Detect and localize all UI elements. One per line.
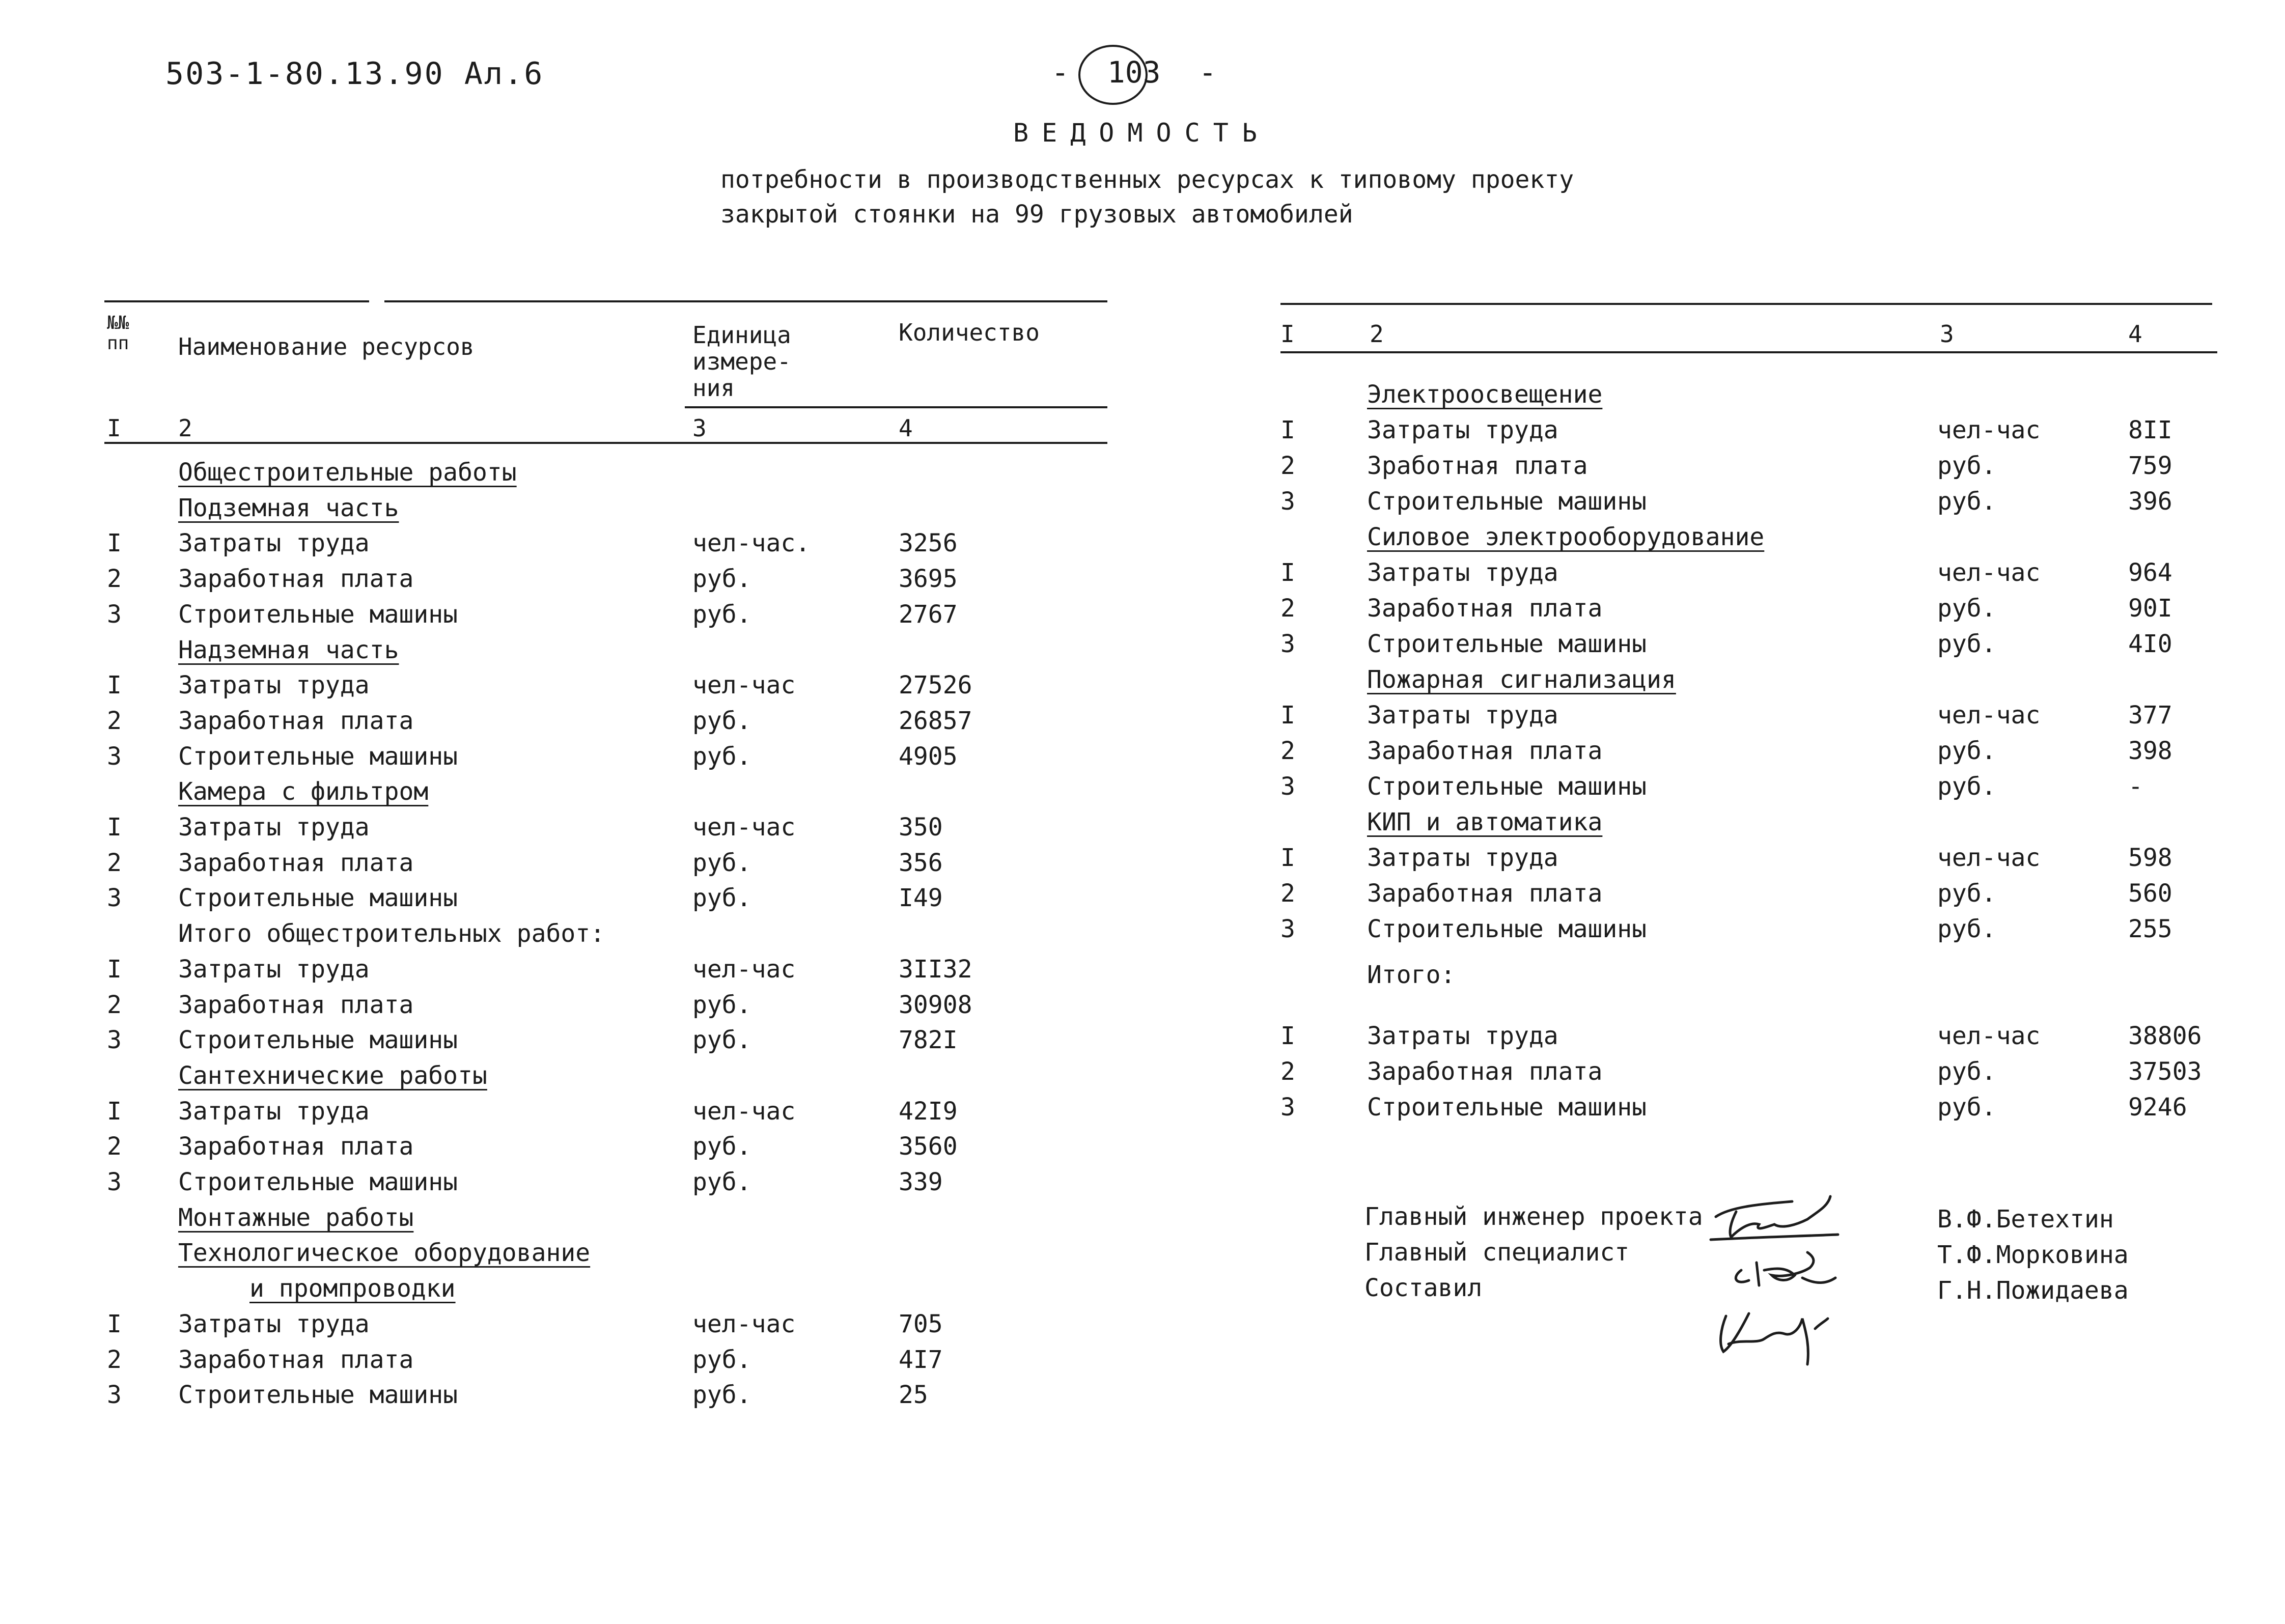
unit-of-measure: руб. (1937, 772, 1996, 801)
row-number: 2 (1280, 452, 1295, 480)
unit-of-measure: руб. (692, 706, 751, 735)
unit-of-measure: чел-час (1937, 844, 2041, 872)
section-heading: и промпроводки (249, 1274, 456, 1303)
resource-name: Затраты труда (178, 1097, 370, 1126)
unit-of-measure: руб. (692, 848, 751, 877)
resource-name: Заработная плата (1367, 594, 1603, 623)
header-col-number: №№ пп (107, 313, 129, 354)
section-heading: Технологическое оборудование (178, 1239, 591, 1268)
quantity-value: 560 (2128, 879, 2172, 908)
row-number: I (1280, 1022, 1295, 1050)
row-number: I (107, 1097, 122, 1126)
signature-role-3: Составил (1364, 1274, 1483, 1302)
table-row (0, 957, 2285, 993)
table-row (0, 662, 2285, 697)
quantity-value: 8II (2128, 416, 2172, 444)
right-header-num-1: I (1280, 320, 1295, 348)
row-number: 3 (107, 742, 122, 771)
section-heading: Монтажные работы (178, 1203, 414, 1232)
document-code: 503-1-80.13.90 Ал.6 (165, 56, 544, 92)
table-row (0, 1342, 2285, 1378)
quantity-value: 759 (2128, 452, 2172, 480)
unit-of-measure: руб. (1937, 487, 1996, 516)
resource-name: Итого общестроительных работ: (178, 919, 605, 948)
header-col-unit: Единица измере- ния (692, 321, 791, 402)
table-row (0, 769, 2285, 804)
unit-of-measure: руб. (1937, 737, 1996, 765)
table-row (0, 840, 2285, 876)
page-number: - 103 - (1051, 55, 1217, 90)
unit-of-measure: чел-час (1937, 416, 2041, 444)
row-number: I (107, 1309, 122, 1338)
unit-of-measure: руб. (1937, 915, 1996, 943)
resource-name: Затраты труда (178, 1309, 370, 1338)
unit-of-measure: руб. (1937, 630, 1996, 658)
resource-name: Затраты труда (1367, 558, 1558, 587)
quantity-value: 396 (2128, 487, 2172, 516)
resource-name: Заработная плата (178, 706, 414, 735)
resource-name: Заработная плата (178, 1345, 414, 1374)
unit-of-measure: чел-час (692, 671, 796, 700)
quantity-value: 26857 (899, 706, 972, 735)
header-num-4: 4 (899, 414, 913, 442)
right-header-num-4: 4 (2128, 320, 2142, 348)
quantity-value: 9246 (2128, 1093, 2187, 1122)
row-number: 2 (107, 565, 122, 594)
quantity-value: 3256 (899, 529, 958, 558)
resource-name: Заработная плата (178, 565, 414, 594)
table-row (0, 412, 2285, 448)
table-row (0, 1377, 2285, 1413)
row-number: 2 (107, 706, 122, 735)
row-number: I (1280, 416, 1295, 444)
table-row (0, 377, 2285, 412)
row-number: 3 (107, 1026, 122, 1055)
quantity-value: 598 (2128, 844, 2172, 872)
row-number: 3 (1280, 630, 1295, 658)
quantity-value: 3560 (899, 1132, 958, 1161)
unit-of-measure: чел-час (1937, 701, 2041, 730)
quantity-value: 4I0 (2128, 630, 2172, 658)
quantity-value: 37503 (2128, 1057, 2202, 1086)
table-row (0, 697, 2285, 733)
section-heading: Камера с фильтром (178, 777, 429, 806)
unit-of-measure: руб. (692, 600, 751, 629)
resource-name: Зработная плата (1367, 452, 1588, 480)
quantity-value: 964 (2128, 558, 2172, 587)
unit-of-measure: чел-час (692, 955, 796, 984)
signature-name-2: Т.Ф.Морковина (1937, 1241, 2129, 1269)
resource-name: Затраты труда (1367, 1022, 1558, 1050)
unit-of-measure: руб. (692, 1132, 751, 1161)
row-number: 3 (1280, 1093, 1295, 1122)
table-top-rule-left-a (104, 300, 369, 302)
resource-name: Строительные машины (1367, 630, 1647, 658)
resource-name: Строительные машины (178, 1168, 458, 1196)
quantity-value: 350 (899, 813, 943, 842)
header-num-2: 2 (178, 414, 192, 442)
unit-of-measure: руб. (1937, 1057, 1996, 1086)
unit-of-measure: руб. (692, 1345, 751, 1374)
quantity-value: 255 (2128, 915, 2172, 943)
row-number: 3 (1280, 487, 1295, 516)
table-row (0, 626, 2285, 662)
unit-of-measure: руб. (1937, 452, 1996, 480)
resource-name: Затраты труда (178, 529, 370, 558)
subtitle-line-1: потребности в производственных ресурсах к типовому проекту (720, 165, 1574, 194)
table-row (0, 733, 2285, 769)
row-number: 3 (107, 884, 122, 913)
row-number: I (1280, 558, 1295, 587)
row-number: 2 (1280, 879, 1295, 908)
resource-name: Строительные машины (178, 884, 458, 913)
row-number: 3 (107, 1168, 122, 1196)
table-row (0, 1306, 2285, 1342)
row-number: 2 (1280, 1057, 1295, 1086)
row-number: 3 (107, 600, 122, 629)
quantity-value: 30908 (899, 990, 972, 1019)
unit-of-measure: чел-час (1937, 1022, 2041, 1050)
table-row (0, 1089, 2285, 1125)
table-row (0, 1018, 2285, 1054)
unit-of-measure: чел-час (1937, 558, 2041, 587)
quantity-value: 2767 (899, 600, 958, 629)
resource-name: Заработная плата (1367, 1057, 1603, 1086)
document-title: ВЕДОМОСТЬ (1013, 118, 1270, 148)
unit-of-measure: чел-час. (692, 529, 811, 558)
unit-of-measure: чел-час (692, 1097, 796, 1126)
signature-role-1: Главный инженер проекта (1364, 1202, 1703, 1231)
resource-name: Заработная плата (1367, 879, 1603, 908)
quantity-value: - (2128, 772, 2143, 801)
quantity-value: 90I (2128, 594, 2172, 623)
section-heading: КИП и автоматика (1367, 808, 1603, 836)
header-col-name: Наименование ресурсов (178, 333, 475, 360)
table-row (0, 911, 2285, 947)
row-number: 2 (107, 990, 122, 1019)
quantity-value: 339 (899, 1168, 943, 1196)
unit-of-measure: руб. (692, 1168, 751, 1196)
resource-name: Затраты труда (178, 813, 370, 842)
resource-name: Затраты труда (1367, 416, 1558, 444)
header-col-quantity: Количество (899, 319, 1040, 346)
unit-of-measure: чел-час (692, 1309, 796, 1338)
section-heading: Электроосвещение (1367, 380, 1603, 409)
table-top-rule-left-b (384, 300, 1107, 302)
section-heading: Силовое электрооборудование (1367, 523, 1765, 551)
section-heading: Сантехнические работы (178, 1061, 487, 1090)
row-number: 3 (107, 1381, 122, 1410)
row-number: I (1280, 701, 1295, 730)
section-heading: Надземная часть (178, 635, 399, 664)
resource-name: Строительные машины (1367, 915, 1647, 943)
signature-name-3: Г.Н.Пожидаева (1937, 1276, 2129, 1305)
handwritten-signatures (1701, 1176, 1894, 1369)
header-bottom-rule-right (1280, 351, 2217, 353)
quantity-value: 356 (899, 848, 943, 877)
row-number: I (1280, 844, 1295, 872)
quantity-value: 3II32 (899, 955, 972, 984)
table-row (0, 1129, 2285, 1164)
quantity-value: 398 (2128, 737, 2172, 765)
row-number: I (107, 671, 122, 700)
unit-of-measure: руб. (1937, 879, 1996, 908)
table-top-rule-right (1280, 303, 2212, 305)
resource-name: Строительные машины (1367, 487, 1647, 516)
table-row (0, 519, 2285, 555)
resource-name: Строительные машины (178, 742, 458, 771)
subtitle-line-2: закрытой стоянки на 99 грузовых автомобилей (720, 200, 1353, 229)
quantity-value: 42I9 (899, 1097, 958, 1126)
quantity-value: 377 (2128, 701, 2172, 730)
row-number: I (107, 529, 122, 558)
row-number: 2 (107, 848, 122, 877)
section-heading: Подземная часть (178, 493, 399, 522)
unit-of-measure: руб. (692, 1026, 751, 1055)
table-row (0, 448, 2285, 484)
unit-of-measure: руб. (692, 884, 751, 913)
row-number: 2 (107, 1132, 122, 1161)
unit-of-measure: чел-час (692, 813, 796, 842)
resource-name: Затраты труда (178, 671, 370, 700)
unit-of-measure: руб. (692, 1381, 751, 1410)
resource-name: Итого: (1367, 961, 1456, 989)
unit-of-measure: руб. (692, 565, 751, 594)
resource-name: Заработная плата (1367, 737, 1603, 765)
row-number: 2 (1280, 594, 1295, 623)
quantity-value: 4905 (899, 742, 958, 771)
resource-name: Заработная плата (178, 990, 414, 1019)
row-number: I (107, 955, 122, 984)
page-number-value: 103 (1107, 55, 1161, 90)
unit-of-measure: руб. (692, 742, 751, 771)
quantity-value: 4I7 (899, 1345, 943, 1374)
section-heading: Общестроительные работы (178, 458, 517, 487)
table-row (0, 1164, 2285, 1200)
quantity-value: 782I (899, 1026, 958, 1055)
table-row (0, 804, 2285, 840)
resource-name: Заработная плата (178, 848, 414, 877)
signature-name-1: В.Ф.Бетехтин (1937, 1205, 2114, 1234)
resource-name: Строительные машины (178, 1026, 458, 1055)
quantity-value: I49 (899, 884, 943, 913)
header-num-3: 3 (692, 414, 707, 442)
section-heading: Пожарная сигнализация (1367, 665, 1676, 694)
resource-name: Затраты труда (1367, 701, 1558, 730)
resource-name: Строительные машины (178, 1381, 458, 1410)
row-number: 3 (1280, 772, 1295, 801)
resource-name: Строительные машины (1367, 1093, 1647, 1122)
table-row (0, 591, 2285, 626)
resource-name: Затраты труда (178, 955, 370, 984)
resource-name: Строительные машины (178, 600, 458, 629)
signature-role-2: Главный специалист (1364, 1238, 1630, 1267)
quantity-value: 27526 (899, 671, 972, 700)
row-number: 2 (1280, 737, 1295, 765)
quantity-value: 3695 (899, 565, 958, 594)
resource-name: Затраты труда (1367, 844, 1558, 872)
unit-of-measure: руб. (1937, 1093, 1996, 1122)
resource-name: Заработная плата (178, 1132, 414, 1161)
unit-of-measure: руб. (692, 990, 751, 1019)
table-row (0, 876, 2285, 911)
resource-name: Строительные машины (1367, 772, 1647, 801)
quantity-value: 705 (899, 1309, 943, 1338)
table-row (0, 1054, 2285, 1089)
row-number: I (107, 813, 122, 842)
table-row (0, 555, 2285, 591)
quantity-value: 38806 (2128, 1022, 2202, 1050)
right-header-num-3: 3 (1940, 320, 1954, 348)
header-num-1: I (107, 414, 121, 442)
quantity-value: 25 (899, 1381, 928, 1410)
right-header-num-2: 2 (1370, 320, 1384, 348)
row-number: 2 (107, 1345, 122, 1374)
row-number: 3 (1280, 915, 1295, 943)
table-row (0, 484, 2285, 519)
unit-of-measure: руб. (1937, 594, 1996, 623)
